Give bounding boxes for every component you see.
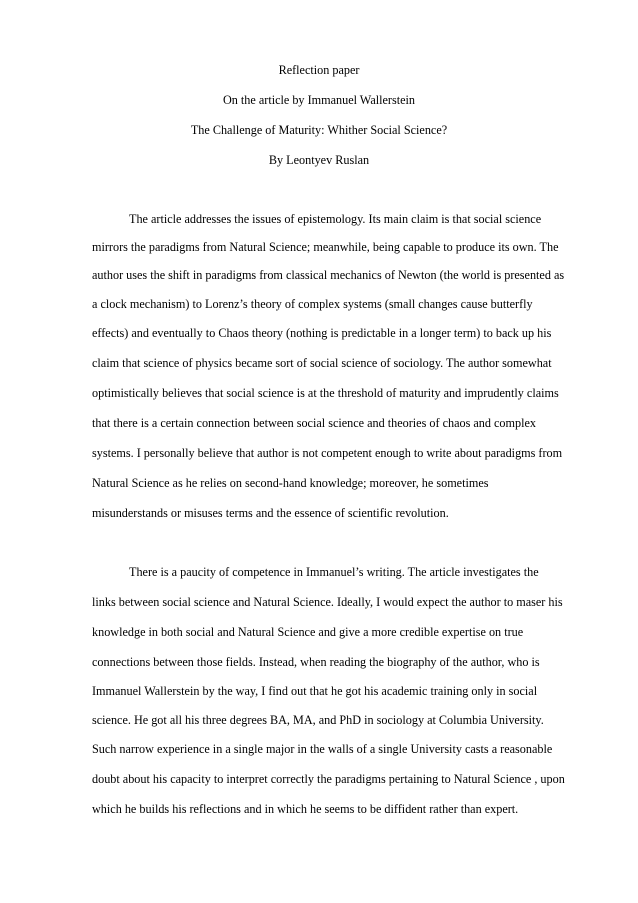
article-title: The Challenge of Maturity: Whither Social Science?: [190, 123, 448, 137]
paragraph-line: misunderstands or misuses terms and the essence of scientific revolution.: [92, 506, 449, 520]
paragraph-line: Natural Science as he relies on second-hand knowledge; moreover, he sometimes: [92, 476, 489, 490]
paragraph-line: systems. I personally believe that author is not competent enough to write about paradigms from: [92, 446, 563, 460]
paragraph-line: a clock mechanism) to Lorenz’s theory of complex systems (small changes cause butterfly: [92, 297, 533, 311]
paragraph-line: Immanuel Wallerstein by the way, I find out that he got his academic training only in social: [92, 684, 538, 698]
paragraph-line: The article addresses the issues of epistemology. Its main claim is that social science: [129, 212, 542, 226]
paragraph-line: author uses the shift in paradigms from classical mechanics of Newton (the world is presented as: [92, 268, 565, 282]
paragraph-line: connections between those fields. Instead, when reading the biography of the author, who is: [92, 655, 540, 669]
paragraph-line: that there is a certain connection between social science and theories of chaos and complex: [92, 416, 536, 430]
paragraph-line: Such narrow experience in a single major in the walls of a single University casts a reasonable: [92, 742, 553, 756]
paragraph-line: which he builds his reflections and in which he seems to be diffident rather than expert.: [92, 802, 519, 816]
paragraph-line: There is a paucity of competence in Immanuel’s writing. The article investigates the: [129, 565, 539, 579]
paragraph-line: mirrors the paradigms from Natural Science; meanwhile, being capable to produce its own. The: [92, 240, 559, 254]
author-line: By Leontyev Ruslan: [268, 153, 370, 167]
document-subtitle: On the article by Immanuel Wallerstein: [222, 93, 416, 107]
paragraph-line: optimistically believes that social science is at the threshold of maturity and imprudently claims: [92, 386, 559, 400]
paragraph-line: claim that science of physics became sort of social science of sociology. The author somewhat: [92, 356, 552, 370]
paragraph-line: effects) and eventually to Chaos theory (nothing is predictable in a longer term) to back up his: [92, 326, 552, 340]
paragraph-line: knowledge in both social and Natural Science and give a more credible expertise on true: [92, 625, 524, 639]
paragraph-line: links between social science and Natural Science. Ideally, I would expect the author to maser his: [92, 595, 563, 609]
paragraph-line: science. He got all his three degrees BA, MA, and PhD in sociology at Columbia University.: [92, 713, 544, 727]
document-title: Reflection paper: [278, 63, 360, 77]
paragraph-line: doubt about his capacity to interpret correctly the paradigms pertaining to Natural Science , upon: [92, 772, 565, 786]
